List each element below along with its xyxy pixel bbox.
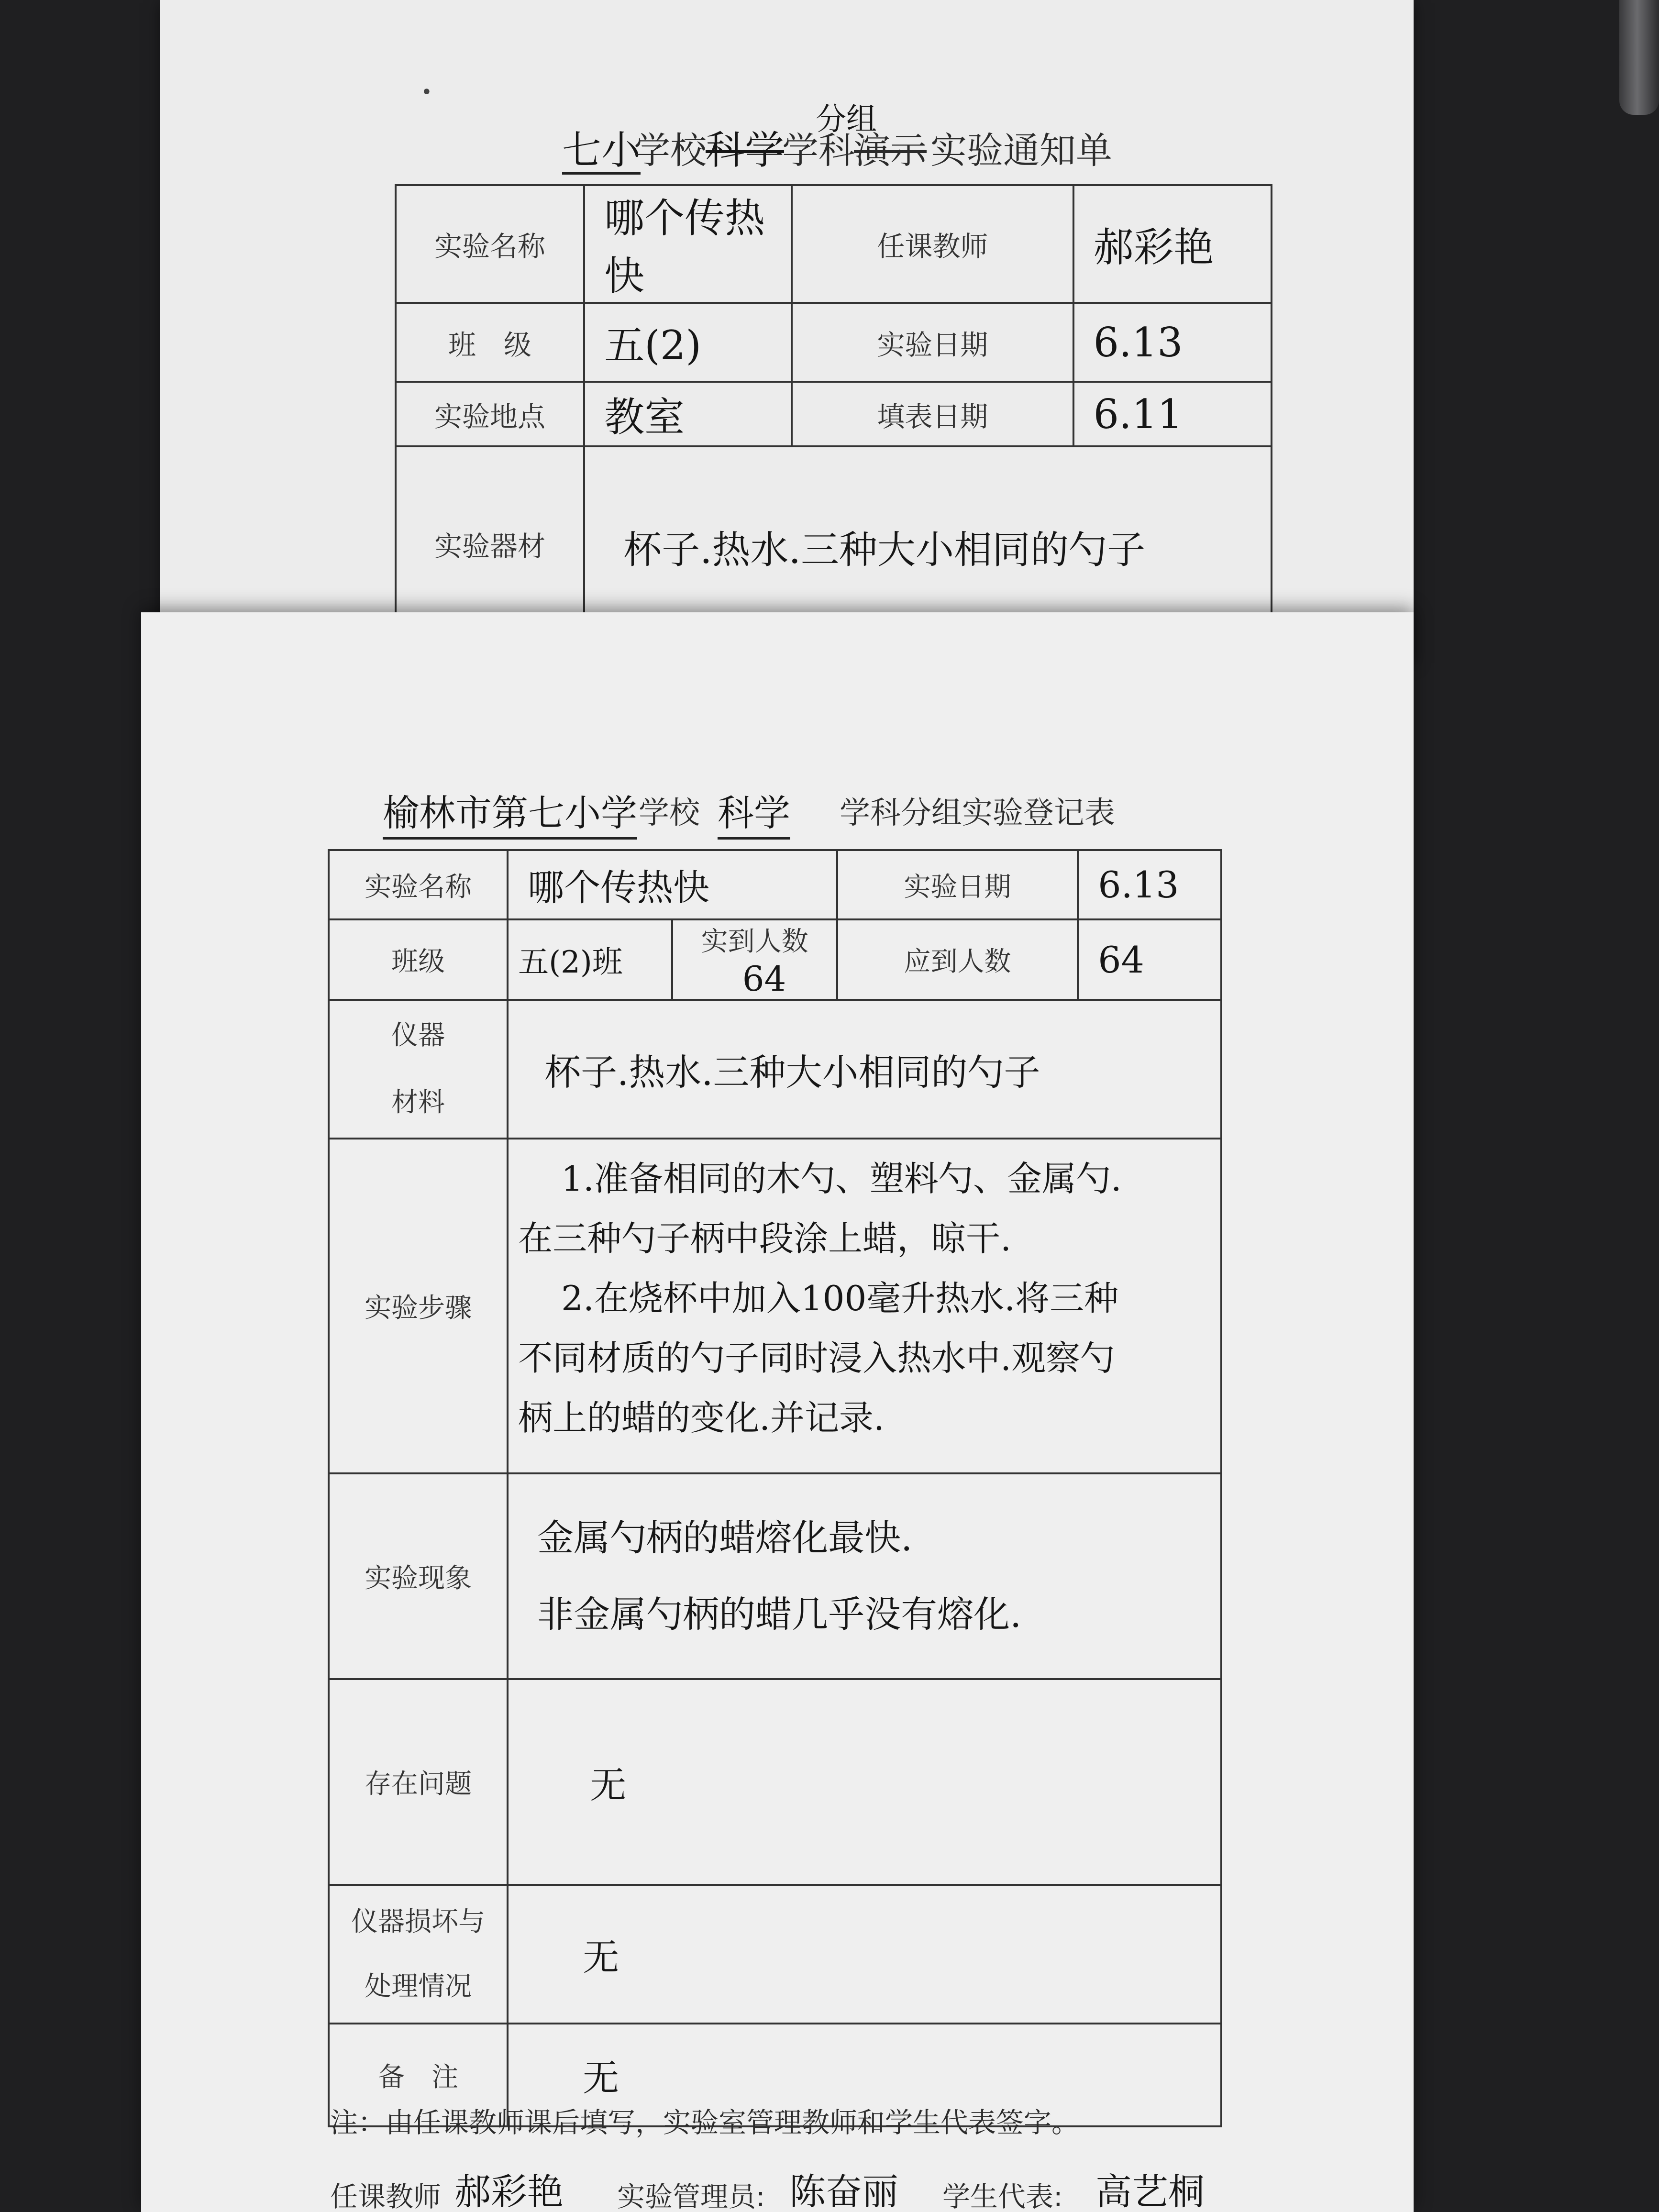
phenomenon-line: 非金属勺柄的蜡几乎没有熔化. [537,1593,1022,1636]
step-line: 1.准备相同的木勺、塑料勺、金属勺. [561,1159,1122,1199]
reg-label-class: 班级 [329,919,508,1000]
reg-value-problems: 无 [508,1679,1221,1885]
step-line: 在三种勺子柄中段涂上蜡，晾干. [518,1218,1012,1259]
value-location: 教室 [584,382,792,446]
sign-teacher: 郝彩艳 [454,2172,564,2212]
reg-label-actual: 实到人数 [701,926,808,957]
reg-value-name: 哪个传热快 [508,850,837,919]
reg-phenomenon [508,1473,1221,1679]
register-note: 注：由任课教师课后填写，实验室管理教师和学生代表签字。 [330,2106,1080,2139]
label-date: 实验日期 [792,303,1073,382]
label-name: 实验名称 [396,185,584,303]
reg-value-actual: 64 [742,959,786,999]
reg-label-damage-2: 处理情况 [365,1971,472,2002]
reg-value-class: 五(2)班 [508,919,672,1000]
notice-table [395,184,1272,648]
step-line: 柄上的蜡的变化.并记录. [518,1398,885,1438]
sign-lab-label: 实验管理员: [617,2180,765,2212]
value-date: 6.13 [1073,303,1272,382]
label-fill-date: 填表日期 [792,382,1073,446]
reg-actual-cell [672,919,837,1000]
reg-label-materials [329,1000,508,1139]
step-line: 不同材质的勺子同时浸入热水中.观察勺 [518,1338,1115,1378]
value-equipment: 杯子.热水.三种大小相同的勺子 [584,446,1272,647]
value-name: 哪个传热快 [584,185,792,303]
reg-label-instr-1: 仪器 [391,1020,445,1051]
pen-tip [1619,0,1659,115]
notice-school-suffix: 学校 [634,129,707,172]
notice-subject-suffix: 学科 [782,129,855,172]
notice-added-word: 分组 [816,102,877,137]
page-mark: • [421,81,432,103]
value-class: 五(2) [584,303,792,382]
label-equipment: 实验器材 [396,446,584,647]
reg-label-steps: 实验步骤 [329,1139,508,1473]
sign-student: 高艺桐 [1095,2172,1205,2212]
reg-steps [508,1139,1221,1473]
reg-label-name: 实验名称 [329,850,508,919]
label-teacher: 任课教师 [792,185,1073,303]
reg-value-remarks: 无 [508,2024,1221,2126]
reg-label-problems: 存在问题 [329,1679,508,1885]
reg-label-date: 实验日期 [837,850,1078,919]
reg-value-materials: 杯子.热水.三种大小相同的勺子 [508,1000,1221,1139]
label-class: 班 级 [396,303,584,382]
register-subject: 科学 [718,789,790,840]
notice-school: 七小 [562,129,641,175]
reg-value-date: 6.13 [1078,850,1221,919]
label-location: 实验地点 [396,382,584,446]
reg-value-expected: 64 [1078,919,1221,1000]
reg-value-damage: 无 [508,1885,1221,2024]
value-fill-date: 6.11 [1073,382,1272,446]
notice-title [399,102,1261,173]
register-title-rest: 学科分组实验登记表 [840,796,1115,831]
sign-teacher-label: 任课教师 [330,2180,442,2212]
signature-row [330,2172,1402,2212]
register-title [383,789,1244,842]
register-school-suffix: 学校 [639,796,700,831]
step-line: 2.在烧杯中加入100毫升热水.将三种 [561,1278,1119,1318]
register-school: 榆林市第七小学 [383,789,637,840]
reg-label-remarks: 备 注 [329,2024,508,2126]
notice-subject: 科学 [706,128,785,173]
reg-label-phenomenon: 实验现象 [329,1473,508,1679]
register-table [328,849,1222,2127]
reg-label-expected: 应到人数 [837,919,1078,1000]
notice-struck-word: 演示 [854,129,927,172]
notice-title-rest: 实验通知单 [930,129,1112,172]
sign-student-label: 学生代表: [942,2180,1063,2212]
value-teacher: 郝彩艳 [1073,185,1272,303]
reg-label-damage [329,1885,508,2024]
reg-label-damage-1: 仪器损坏与 [351,1906,486,1937]
sign-lab: 陈奋丽 [789,2172,898,2212]
phenomenon-line: 金属勺柄的蜡熔化最快. [537,1516,913,1559]
reg-label-instr-2: 材料 [391,1087,445,1118]
